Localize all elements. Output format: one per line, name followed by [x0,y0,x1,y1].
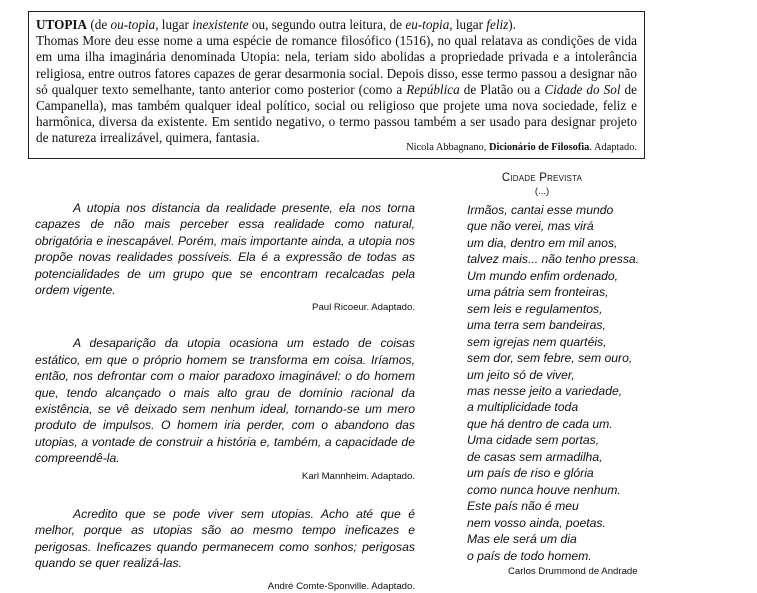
poem-verse: Este país não é meu [467,499,579,514]
segments-segment: ou-topia [110,17,156,32]
definition-source-note: . Adaptado. [589,142,637,153]
poem-source: Carlos Drummond de Andrade [508,566,638,577]
passage-source: Karl Mannheim. Adaptado. [301,470,415,482]
segments-segment: , lugar [155,17,193,32]
poem-title: Cidade Prevista [501,172,583,184]
poem-verse: nem vosso ainda, poetas. [467,515,606,530]
poem-verse: uma pátria sem fronteiras, [467,285,609,300]
passage-source: André Comte-Sponville. Adaptado. [267,581,415,593]
poem-verse: Uma cidade sem portas, [467,433,600,448]
body_segments-segment: de Campanella), mas também qualquer ideal político, social ou religioso que projete uma nova sociedade, feliz e harmônica, diversa da existente. Em sentido negativo, o termo passou também a ser usado para designar projeto de natureza irrealizável, quimera, fantasia. [36,81,637,146]
passages-column [35,200,415,593]
passage-source: Paul Ricoeur. Adaptado. [312,302,415,314]
etymology [90,17,516,32]
poem-verse: como nunca houve nenhum. [467,482,621,497]
definition-source [406,142,637,154]
poem-verse: o país de todo homem. [467,548,592,563]
poem-verse: Irmãos, cantai esse mundo [467,203,614,217]
poem-verse: de casas sem armadilha, [467,449,603,464]
definition-source-work: Dicionário de Filosofia [488,142,590,153]
poem-verse: que não verei, mas virá [467,219,594,234]
poem-verse: sem dor, sem febre, sem ouro, [467,351,633,366]
body_segments-segment: Cidade do Sol [544,81,621,97]
poem-column [467,171,757,564]
definition-body [36,33,637,146]
definition-source-author: Nicola Abbagnano, [406,142,489,153]
segments-segment: ou, segundo outra leitura, de [248,17,406,32]
headword: UTOPIA [36,17,88,32]
poem-verse: um jeito só de viver, [467,367,575,382]
poem-verses [467,202,757,564]
segments-segment: , lugar [449,17,487,32]
segments-segment: inexistente [192,17,249,32]
poem-verse: um dia, dentro em mil anos, [467,235,618,250]
passage-ricoeur: A utopia nos distancia da realidade presente, ela nos torna capazes de não mais perceber essa realidade como natural, obrigatória e inescapável. Porém, mais importante ainda, a utopia nos propõe novas realidades possíveis. Ela é a expressão de todas as potencialidades de um grupo que se encontram recalcadas pela ordem vigente. [35,201,415,298]
segments-segment: ). [508,17,516,32]
segments-segment: (de [90,17,111,32]
poem-verse: Um mundo enfim ordenado, [467,268,619,283]
definition-headline [36,17,637,33]
poem-ellipsis: (...) [534,186,550,197]
body_segments-segment: de Platão ou a [459,81,545,97]
poem-verse: uma terra sem bandeiras, [467,318,606,333]
poem-verse: sem igrejas nem quartéis, [467,334,607,349]
passage-mannheim: A desaparição da utopia ocasiona um estado de coisas estático, em que o próprio homem se transforma em coisa. Iríamos, então, nos defrontar com o maior paradoxo imaginável: o do homem que, tendo alcançado o mais alto grau de domínio racional da existência, se vê deixado sem nenhum ideal, tornando-se um mero produto de impulsos. O homem iria perder, com o abandono das utopias, a vontade de construir a história e, também, a capacidade de compreendê-la. [35,336,415,466]
segments-segment: eu-topia [405,17,450,32]
body_segments-segment: República [406,81,460,97]
utopia-definition-box [28,11,645,159]
poem-verse: um país de riso e glória [467,466,594,481]
poem-verse: sem leis e regulamentos, [467,301,603,316]
poem-verse: talvez mais... não tenho pressa. [467,252,640,267]
segments-segment: feliz [486,17,509,32]
passage-comte-sponville: Acredito que se pode viver sem utopias. Acho até que é melhor, porque as utopias são ao mesmo tempo ineficazes e perigosas. Ineficazes quando permanecem como sonhos; perigosas quando se quer realizá-las. [35,506,415,570]
poem-verse: que há dentro de cada um. [467,416,613,431]
poem-verse: mas nesse jeito a variedade, [467,383,623,398]
body_segments-segment: Thomas More deu esse nome a uma espécie de romance filosófico (1516), no qual relatava as condições de vida em uma ilha imaginária denominada Utopia: nela, teriam sido abolidas a propriedade privada e a intolerância religiosa, entre outros fatores capazes de gerar desarmonia social. Depois disso, esse termo passou a designar não só qualquer texto semelhante, tanto anterior como posterior (como a [36,33,637,97]
poem-verse: Mas ele será um dia [467,532,577,547]
poem-verse: a multiplicidade toda [467,400,579,415]
